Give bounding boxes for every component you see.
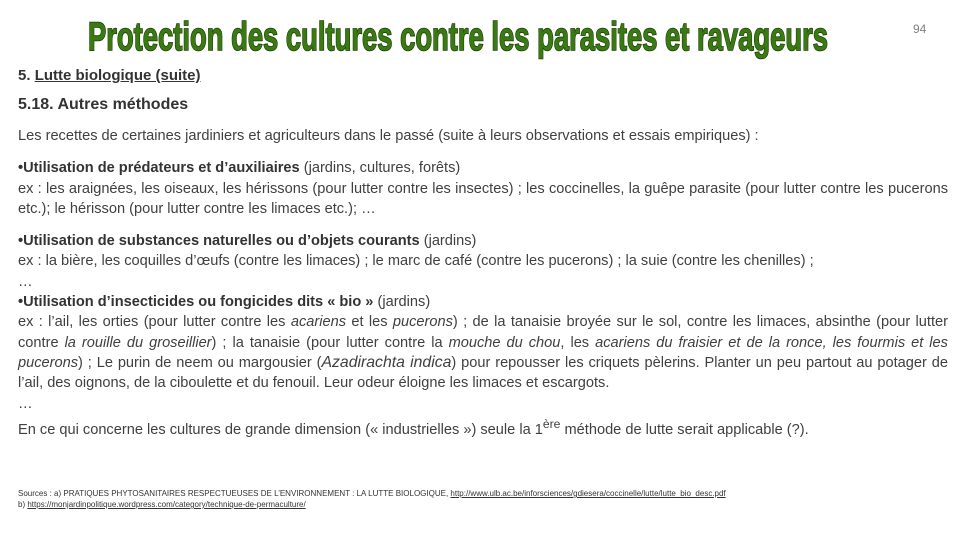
page-title — [0, 6, 960, 70]
section-heading — [18, 67, 201, 84]
italic-run: la rouille du groseillier — [64, 334, 212, 351]
source-line-b — [18, 499, 948, 510]
source-text: b) — [18, 500, 28, 509]
text-run: En ce qui concerne les cultures de grande dimension (« industrielles ») seule la 1 — [18, 421, 543, 438]
source-text: Sources : a) PRATIQUES PHYTOSANITAIRES RESPECTUEUSES DE L’ENVIRONNEMENT : LA LUTTE BIOLOGIQUE, — [18, 489, 451, 498]
closing-paragraph — [18, 414, 948, 440]
section-insecticides-context: (jardins) — [373, 294, 431, 311]
section-predators-text: ex : les araignées, les oiseaux, les hérissons (pour lutter contre les insectes) ; les coccinelles, la guêpe parasite (pour lutter contre les pucerons etc.); le hérisson (pour lutter contre les limaces etc.); … — [18, 180, 948, 217]
content-body — [18, 126, 948, 440]
section-substances-ellipsis: … — [18, 273, 33, 290]
text-run: ) ; la tanaisie (pour lutter contre la — [211, 334, 449, 351]
text-run: ex : l’ail, les orties (pour lutter contre les — [18, 314, 291, 331]
section-substances-title: •Utilisation de substances naturelles ou d’objets courants — [18, 233, 420, 250]
superscript: ère — [542, 416, 561, 431]
page-number: 94 — [913, 22, 927, 36]
italic-run: pucerons — [392, 314, 453, 331]
text-run: et les — [346, 314, 393, 331]
section-substances-context: (jardins) — [419, 233, 477, 250]
section-insecticides-text — [18, 312, 948, 393]
sources-footnote — [18, 488, 948, 510]
section-substances — [18, 231, 948, 251]
section-insecticides — [18, 292, 948, 312]
text-run: , les — [560, 334, 596, 351]
text-run: ) pour repousser les criquets pèlerins. Planter un peu partout au potager de l’ail, des oignons, de la ciboulette et du fenouil. Leur odeur éloigne les limaces et escargots. — [18, 354, 948, 392]
italic-run: acariens du fraisier et de la ronce, les fourmis et les pucerons — [18, 334, 948, 371]
intro-paragraph: Les recettes de certaines jardiniers et agriculteurs dans le passé (suite à leurs observations et essais empiriques) : — [18, 128, 759, 144]
section-insecticides-title: •Utilisation d’insecticides ou fongicides dits « bio » — [18, 294, 374, 311]
scientific-name: Azadirachta indica — [321, 353, 452, 371]
section-substances-text: ex : la bière, les coquilles d’œufs (contre les limaces) ; le marc de café (contre les pucerons) ; la suie (contre les chenilles) ; — [18, 253, 814, 270]
page-title-text: Protection des cultures contre les parasites et ravageurs — [88, 15, 828, 59]
source-link-a[interactable]: http://www.ulb.ac.be/inforsciences/gdiesera/coccinelle/lutte/lutte_bio_desc.pdf — [450, 489, 726, 498]
section-predators-title: •Utilisation de prédateurs et d’auxiliaires — [18, 160, 300, 177]
source-link-b[interactable]: https://monjardinpolitique.wordpress.com/category/technique-de-permaculture/ — [27, 500, 306, 509]
text-run: ) ; de la tanaisie broyée sur le sol, contre les limaces, absinthe (pour lutter contre — [18, 314, 948, 351]
source-line-a — [18, 488, 948, 499]
section-number: 5. — [18, 67, 35, 84]
section-link[interactable]: Lutte biologique (suite) — [34, 67, 201, 84]
text-run: ) ; Le purin de neem ou margousier ( — [78, 354, 322, 371]
italic-run: mouche du chou — [448, 334, 561, 351]
section-predators-context: (jardins, cultures, forêts) — [299, 160, 461, 177]
subsection-heading: 5.18. Autres méthodes — [18, 96, 189, 113]
italic-run: acariens — [290, 314, 346, 331]
section-predators — [18, 158, 948, 178]
text-run: méthode de lutte serait applicable (?). — [560, 421, 809, 438]
section-insecticides-ellipsis: … — [18, 395, 33, 412]
